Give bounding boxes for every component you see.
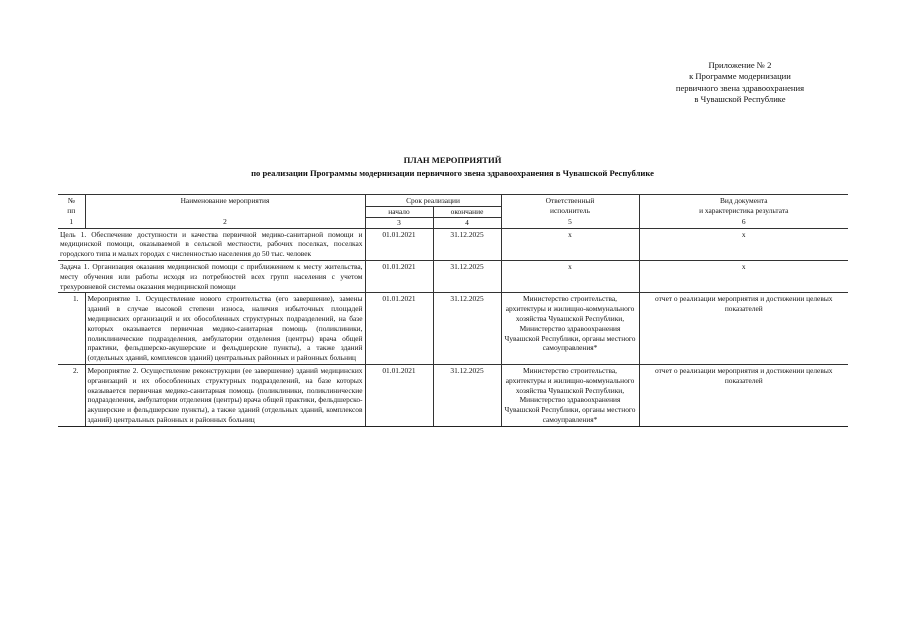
responsible-cell: Министерство строительства, архитектуры и жилищно-коммунального хозяйства Чувашской Республики, Министерство здравоохранения Чувашской Республики, органы местного самоуправления* [501,293,639,365]
plan-table [58,194,848,427]
start-date-cell: 01.01.2021 [365,293,433,365]
col-number: 3 [365,217,433,228]
responsible-cell: х [501,260,639,292]
header-period: Срок реализации [365,195,501,207]
column-number-row [58,217,848,228]
col-number: 5 [501,217,639,228]
document-cell: х [639,260,848,292]
end-date-cell: 31.12.2025 [433,364,501,426]
document-cell: х [639,228,848,260]
appendix-line-3: первичного звена здравоохранения [675,82,805,93]
plan-subtitle: по реализации Программы модернизации первичного звена здравоохранения в Чувашской Республике [251,168,654,178]
measure-name-cell: Мероприятие 2. Осуществление реконструкции (ее завершение) зданий медицинских организаций и их обособленных структурных подразделений, на базе которых оказывается первичная медико-санитарная помощь (поликлиники, поликлинические подразделения, амбулатории отделения (центры) врача общей практики, фельдшерско-акушерские и фельдшерские пункты), а также зданий (отдельных зданий, комплексов зданий) центральных районных и районных больниц [85,364,365,426]
col-number: 1 [58,217,85,228]
col-number: 4 [433,217,501,228]
header-end: окончание [433,206,501,217]
task-name-cell: Задача 1. Организация оказания медицинской помощи с приближением к месту жительства, месту обучения или работы исходя из потребностей всех групп населения с учетом трехуровневой системы оказания медицинской помощи [58,260,365,292]
row-number-cell: 2. [58,364,85,426]
header-responsible: Ответственный исполнитель [501,195,639,218]
start-date-cell: 01.01.2021 [365,364,433,426]
appendix-line-4: в Чувашской Республике [694,93,786,104]
appendix-line-1: Приложение № 2 [708,60,772,70]
header-name: Наименование мероприятия [85,195,365,218]
end-date-cell: 31.12.2025 [433,260,501,292]
start-date-cell: 01.01.2021 [365,260,433,292]
end-date-cell: 31.12.2025 [433,228,501,260]
table-header-row [58,195,848,207]
table-row-goal [58,228,848,260]
document-cell: отчет о реализации мероприятия и достижении целевых показателей [639,364,848,426]
goal-name-cell: Цель 1. Обеспечение доступности и качества первичной медико-санитарной помощи и медицинской помощи, оказываемой в сельской местности, рабочих поселках, поселках городского типа и малых городах с численностью населения до 50 тыс. человек [58,228,365,260]
document-cell: отчет о реализации мероприятия и достижении целевых показателей [639,293,848,365]
responsible-cell: Министерство строительства, архитектуры и жилищно-коммунального хозяйства Чувашской Республики, Министерство здравоохранения Чувашской Республики, органы местного самоуправления* [501,364,639,426]
start-date-cell: 01.01.2021 [365,228,433,260]
appendix-line-2: к Программе модернизации [689,71,791,82]
appendix-block [610,60,870,105]
table-row-task [58,260,848,292]
header-document: Вид документа и характеристика результата [639,195,848,218]
table-row-measure-2 [58,364,848,426]
table-row-measure-1 [58,293,848,365]
responsible-cell: х [501,228,639,260]
col-number: 6 [639,217,848,228]
header-num: № пп [58,195,85,218]
col-number: 2 [85,217,365,228]
end-date-cell: 31.12.2025 [433,293,501,365]
measure-name-cell: Мероприятие 1. Осуществление нового строительства (его завершение), замены зданий в случае высокой степени износа, наличия избыточных площадей медицинских организаций и их обособленных структурных подразделений, на базе которых оказывается первичная медико-санитарная помощь (поликлиники, поликлинические подразделения, амбулатории отделения (центры) врача общей практики, фельдшерско-акушерские и фельдшерские пункты), а также зданий (отдельных зданий, комплексов зданий) центральных районных и районных больниц [85,293,365,365]
plan-title: ПЛАН МЕРОПРИЯТИЙ [403,155,502,165]
header-start: начало [365,206,433,217]
row-number-cell: 1. [58,293,85,365]
